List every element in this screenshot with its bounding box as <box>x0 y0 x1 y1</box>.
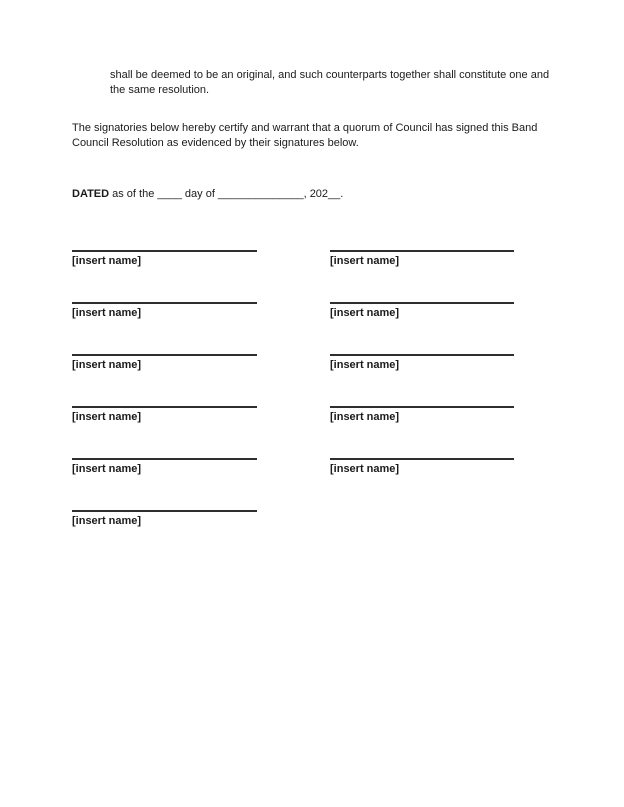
signature-name-placeholder: [insert name] <box>72 515 142 527</box>
signature-line <box>330 458 514 460</box>
signature-block <box>330 458 514 510</box>
dated-bold-word: DATED <box>72 188 110 200</box>
signature-name-placeholder: [insert name] <box>330 411 400 423</box>
signature-block <box>72 302 257 354</box>
signature-block <box>72 458 257 510</box>
signature-line <box>72 458 257 460</box>
signature-block <box>330 250 514 302</box>
signature-block <box>72 406 257 458</box>
signature-line <box>330 250 514 252</box>
dated-fill-in-text: as of the ____ day of ______________, 202__. <box>109 188 344 200</box>
signature-name-placeholder: [insert name] <box>330 463 400 475</box>
signature-column-gap <box>257 250 330 562</box>
counterparts-paragraph: shall be deemed to be an original, and such counterparts together shall constitute one and the same resolution. <box>110 69 550 96</box>
signature-line <box>72 302 257 304</box>
signature-line <box>72 510 257 512</box>
signature-block <box>330 302 514 354</box>
signature-line <box>330 302 514 304</box>
signature-name-placeholder: [insert name] <box>330 359 400 371</box>
signature-name-placeholder: [insert name] <box>72 359 142 371</box>
signature-column-right <box>330 250 514 562</box>
signature-name-placeholder: [insert name] <box>330 255 400 267</box>
signature-line <box>72 406 257 408</box>
certification-paragraph: The signatories below hereby certify and warrant that a quorum of Council has signed this Band Council Resolution as evidenced by their signatures below. <box>72 122 538 149</box>
signature-name-placeholder: [insert name] <box>72 411 142 423</box>
signature-name-placeholder: [insert name] <box>72 307 142 319</box>
signature-block <box>330 354 514 406</box>
signature-column-left <box>72 250 257 562</box>
dated-line <box>72 187 554 202</box>
signature-block <box>72 354 257 406</box>
signature-grid <box>72 250 514 562</box>
signature-name-placeholder: [insert name] <box>72 255 142 267</box>
signature-block <box>72 510 257 562</box>
signature-line <box>72 354 257 356</box>
signature-line <box>330 406 514 408</box>
signature-name-placeholder: [insert name] <box>330 307 400 319</box>
signature-name-placeholder: [insert name] <box>72 463 142 475</box>
signature-block <box>72 250 257 302</box>
signature-line <box>330 354 514 356</box>
signature-line <box>72 250 257 252</box>
signature-block <box>330 406 514 458</box>
